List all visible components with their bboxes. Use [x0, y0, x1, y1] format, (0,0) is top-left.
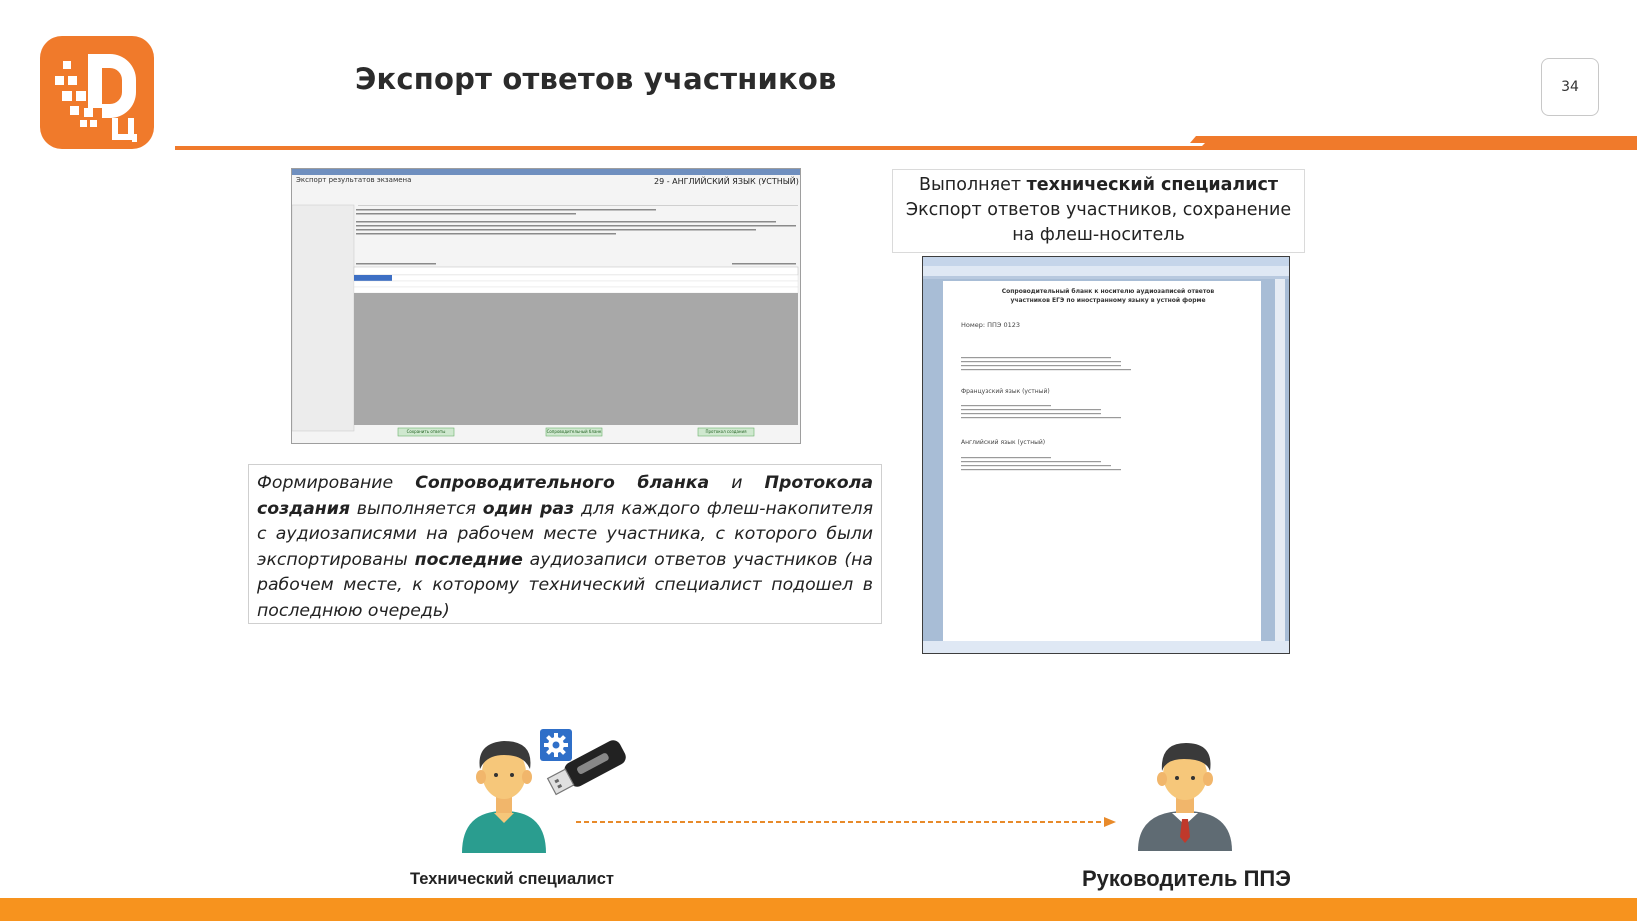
caption-line2: Экспорт ответов участников, сохранение на флеш-носитель — [905, 200, 1292, 245]
flash-drive-icon — [544, 738, 634, 800]
doc-code: Номер: ППЭ 0123 — [961, 321, 1021, 329]
caption-prefix: Выполняет — [918, 175, 1027, 195]
desc-text: аудиозаписи ответов участников (на рабочем месте, к которому технический специалист подошел в последнюю очередь) — [257, 549, 873, 621]
cover-sheet-button: Сопроводительный бланк — [546, 429, 602, 434]
tech-specialist-label: Технический специалист — [410, 870, 615, 888]
desc-bold: Протокола создания — [257, 473, 873, 519]
desc-bold: один раз — [482, 498, 575, 519]
caption-box — [892, 169, 1305, 253]
desc-bold: последние — [414, 549, 523, 570]
desc-bold: Сопроводительного бланка — [415, 473, 710, 493]
doc-heading: Сопроводительный бланк к носителю аудиозаписей ответов участников ЕГЭ по иностранному языку в устной форме — [1001, 288, 1215, 304]
transfer-arrow — [574, 815, 1118, 829]
word-window — [923, 257, 1289, 653]
header-stripe — [0, 134, 1637, 152]
export-window — [292, 169, 800, 443]
page-number: 34 — [1541, 58, 1599, 116]
caption-role: технический специалист — [1026, 175, 1279, 195]
doc-section-en: Английский язык (устный) — [961, 439, 1046, 446]
desc-text: для каждого флеш-накопителя с аудиозаписями на рабочем месте участника, с которого были экспортированы — [257, 498, 873, 570]
export-window-title: Экспорт результатов экзамена — [296, 176, 412, 184]
logo-mark-icon — [40, 36, 154, 149]
export-window-subtitle: 29 - АНГЛИЙСКИЙ ЯЗЫК (УСТНЫЙ) — [654, 177, 799, 186]
ppe-manager-figure — [1130, 733, 1240, 851]
description-box — [248, 464, 882, 624]
logo — [40, 36, 154, 149]
page-title: Экспорт ответов участников — [355, 62, 837, 96]
export-app-screenshot — [291, 168, 801, 444]
desc-text: и — [709, 473, 765, 493]
doc-section-fr: Французский язык (устный) — [961, 388, 1050, 395]
desc-text: Формирование — [257, 473, 416, 493]
ppe-manager-label: Руководитель ППЭ — [1082, 866, 1291, 891]
save-answers-button: Сохранить ответы — [406, 429, 446, 434]
desc-text: выполняется — [349, 498, 483, 519]
footer-bar — [0, 898, 1637, 921]
cover-sheet-screenshot — [922, 256, 1290, 654]
protocol-button: Протокол создания — [705, 429, 747, 434]
